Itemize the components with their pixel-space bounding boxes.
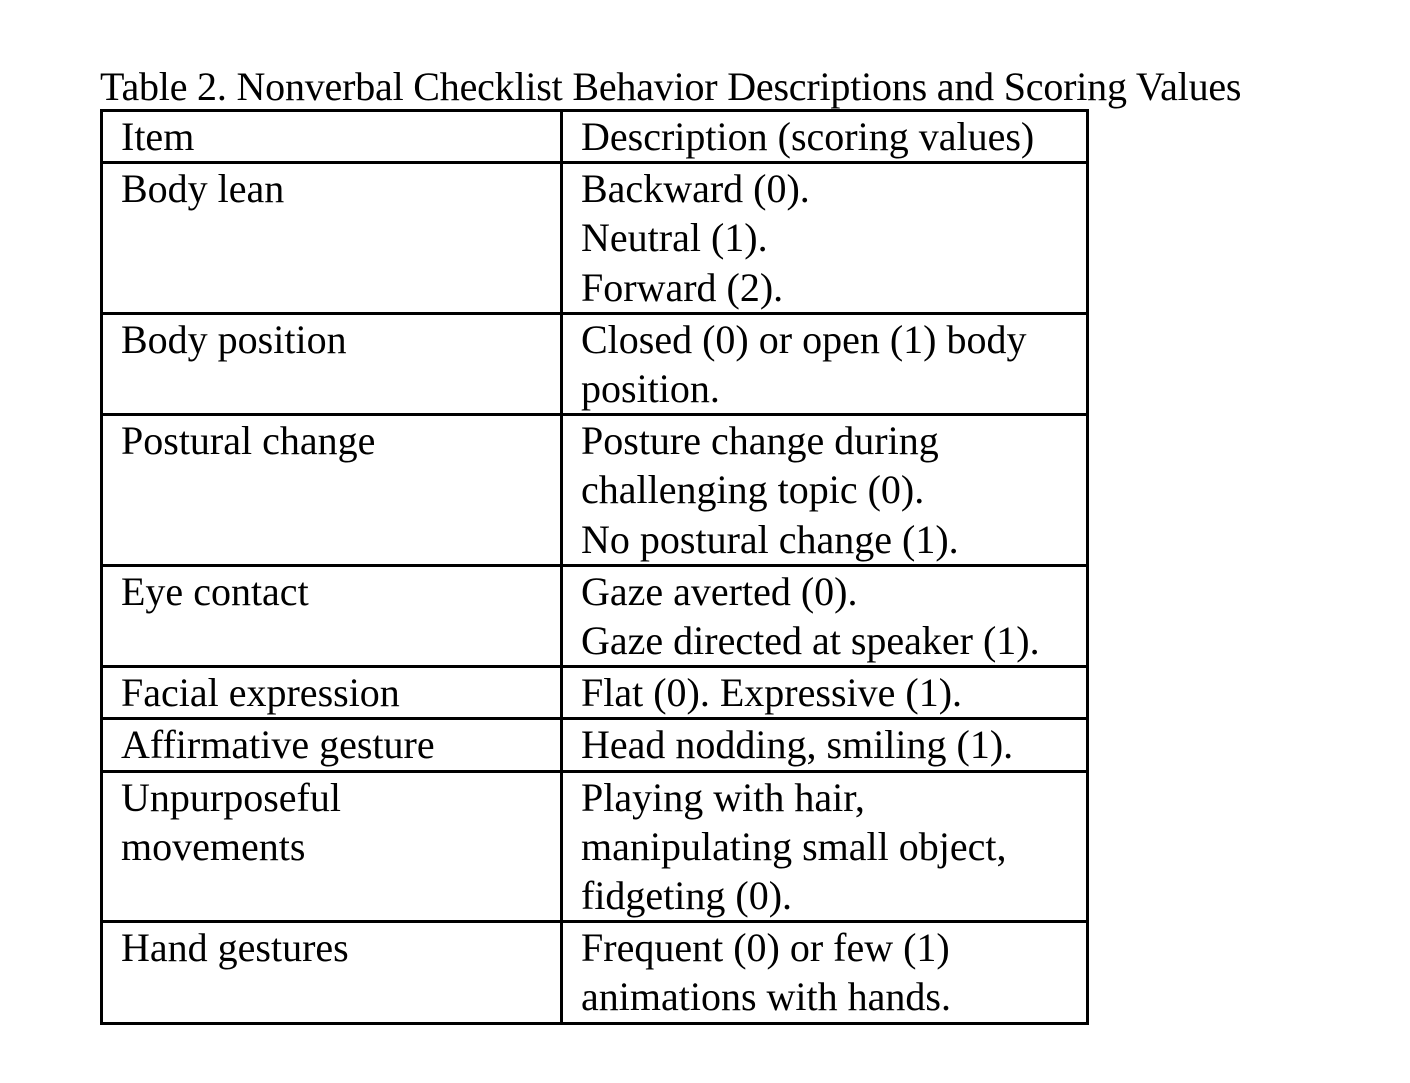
description-text: Gaze averted (0). xyxy=(581,568,858,614)
description-text: Flat (0). Expressive (1). xyxy=(581,670,963,716)
description-text: position. xyxy=(581,366,720,412)
table-row xyxy=(102,415,1088,566)
description-text: Backward (0). xyxy=(581,166,810,212)
description-text: Playing with hair, xyxy=(581,774,865,820)
description-text: No postural change (1). xyxy=(581,516,959,562)
description-text: Posture change during xyxy=(581,418,939,464)
item-text: movements xyxy=(121,823,306,869)
description-text: manipulating small object, xyxy=(581,823,1007,869)
description-text: fidgeting (0). xyxy=(581,873,793,919)
item-text: Body position xyxy=(121,316,347,362)
item-cell xyxy=(102,163,562,314)
item-text: Unpurposeful xyxy=(121,774,341,820)
description-text: animations with hands. xyxy=(581,974,951,1020)
table-row xyxy=(102,719,1088,771)
description-text: Gaze directed at speaker (1). xyxy=(581,618,1040,664)
item-text: Hand gestures xyxy=(121,925,349,971)
description-cell xyxy=(562,667,1088,719)
behavior-table xyxy=(100,109,1089,1025)
table-row xyxy=(102,922,1088,1023)
item-text: Postural change xyxy=(121,418,376,464)
description-cell xyxy=(562,719,1088,771)
header-description: Description (scoring values) xyxy=(562,111,1088,163)
description-cell xyxy=(562,565,1088,666)
table-row xyxy=(102,667,1088,719)
table-row xyxy=(102,565,1088,666)
item-cell xyxy=(102,719,562,771)
table-row xyxy=(102,771,1088,922)
item-cell xyxy=(102,565,562,666)
description-cell xyxy=(562,922,1088,1023)
table-row xyxy=(102,313,1088,414)
item-text: Body lean xyxy=(121,166,285,212)
item-text: Eye contact xyxy=(121,568,309,614)
item-text: Affirmative gesture xyxy=(121,722,435,768)
description-cell xyxy=(562,163,1088,314)
item-cell xyxy=(102,667,562,719)
description-cell xyxy=(562,313,1088,414)
description-text: Neutral (1). xyxy=(581,215,768,261)
header-item: Item xyxy=(102,111,562,163)
description-cell xyxy=(562,771,1088,922)
table-row xyxy=(102,163,1088,314)
item-cell xyxy=(102,415,562,566)
item-cell xyxy=(102,771,562,922)
item-text: Facial expression xyxy=(121,670,400,716)
description-text: Frequent (0) or few (1) xyxy=(581,925,950,971)
description-text: Forward (2). xyxy=(581,264,784,310)
item-cell xyxy=(102,922,562,1023)
description-text: challenging topic (0). xyxy=(581,467,925,513)
table-caption: Table 2. Nonverbal Checklist Behavior Descriptions and Scoring Values xyxy=(100,64,1242,109)
description-cell xyxy=(562,415,1088,566)
table-header-row xyxy=(102,111,1088,163)
description-text: Closed (0) or open (1) body xyxy=(581,316,1027,362)
item-cell xyxy=(102,313,562,414)
description-text: Head nodding, smiling (1). xyxy=(581,722,1014,768)
